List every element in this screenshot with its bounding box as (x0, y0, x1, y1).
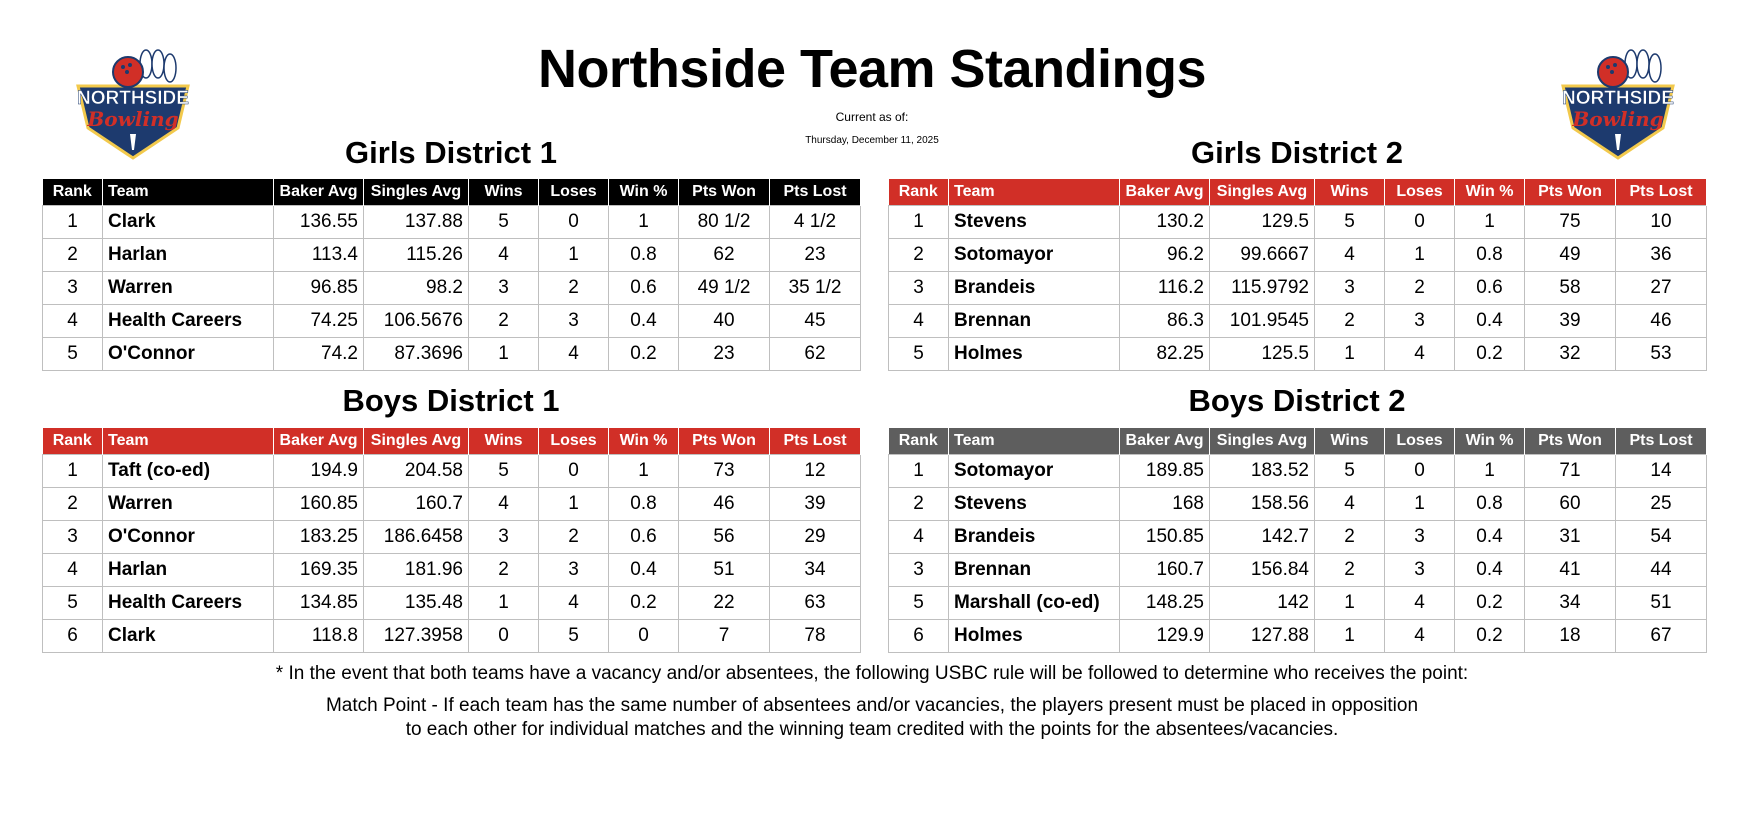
header-pts-won: Pts Won (679, 179, 770, 206)
table-row (889, 305, 1707, 338)
cell-rank: 2 (889, 239, 949, 272)
cell-rank: 4 (889, 305, 949, 338)
cell-loses: 2 (539, 272, 609, 305)
cell-wins: 2 (469, 305, 539, 338)
cell-pts-won: 56 (679, 521, 770, 554)
header-rank: Rank (43, 428, 103, 455)
cell-singles-avg: 115.9792 (1210, 272, 1315, 305)
cell-singles-avg: 142.7 (1210, 521, 1315, 554)
svg-text:Bowling: Bowling (1572, 107, 1664, 131)
cell-baker-avg: 169.35 (274, 554, 364, 587)
cell-rank: 4 (43, 554, 103, 587)
cell-baker-avg: 130.2 (1120, 206, 1210, 239)
header-team: Team (949, 428, 1120, 455)
cell-singles-avg: 156.84 (1210, 554, 1315, 587)
cell-baker-avg: 194.9 (274, 455, 364, 488)
boys-district-2-title: Boys District 2 (1188, 383, 1406, 418)
cell-pts-lost: 78 (770, 620, 861, 653)
header-loses: Loses (1385, 428, 1455, 455)
header-singles-avg: Singles Avg (1210, 428, 1315, 455)
header-wins: Wins (469, 428, 539, 455)
table-row (889, 338, 1707, 371)
cell-baker-avg: 150.85 (1120, 521, 1210, 554)
cell-pts-won: 39 (1525, 305, 1616, 338)
cell-team: Health Careers (103, 305, 274, 338)
boys-district-2-table (888, 428, 1707, 653)
cell-singles-avg: 181.96 (364, 554, 469, 587)
cell-pts-won: 73 (679, 455, 770, 488)
footnote-match-point (0, 694, 1744, 742)
cell-singles-avg: 135.48 (364, 587, 469, 620)
cell-wins: 5 (469, 206, 539, 239)
cell-rank: 3 (889, 554, 949, 587)
cell-wins: 1 (1315, 587, 1385, 620)
cell-pts-lost: 63 (770, 587, 861, 620)
cell-win-pct: 0.8 (609, 488, 679, 521)
cell-team: Clark (103, 620, 274, 653)
cell-team: O'Connor (103, 521, 274, 554)
cell-loses: 1 (1385, 488, 1455, 521)
cell-pts-lost: 4 1/2 (770, 206, 861, 239)
cell-baker-avg: 183.25 (274, 521, 364, 554)
table-row (43, 338, 861, 371)
cell-win-pct: 0.8 (1455, 239, 1525, 272)
cell-win-pct: 0.8 (1455, 488, 1525, 521)
table-row (889, 521, 1707, 554)
cell-loses: 1 (539, 239, 609, 272)
table-row (43, 488, 861, 521)
cell-pts-won: 7 (679, 620, 770, 653)
cell-rank: 5 (889, 338, 949, 371)
table-row (43, 620, 861, 653)
cell-rank: 1 (43, 455, 103, 488)
cell-singles-avg: 106.5676 (364, 305, 469, 338)
cell-win-pct: 0.4 (1455, 521, 1525, 554)
cell-wins: 4 (469, 239, 539, 272)
cell-wins: 1 (469, 587, 539, 620)
cell-singles-avg: 127.3958 (364, 620, 469, 653)
cell-loses: 4 (539, 587, 609, 620)
table-row (43, 305, 861, 338)
cell-win-pct: 1 (609, 206, 679, 239)
cell-loses: 3 (1385, 521, 1455, 554)
cell-win-pct: 0.2 (1455, 620, 1525, 653)
cell-baker-avg: 96.85 (274, 272, 364, 305)
cell-pts-won: 75 (1525, 206, 1616, 239)
cell-baker-avg: 96.2 (1120, 239, 1210, 272)
cell-singles-avg: 183.52 (1210, 455, 1315, 488)
cell-win-pct: 0.6 (1455, 272, 1525, 305)
cell-rank: 6 (889, 620, 949, 653)
header-baker-avg: Baker Avg (274, 179, 364, 206)
cell-team: O'Connor (103, 338, 274, 371)
footnote-usbc-rule: * In the event that both teams have a vacancy and/or absentees, the following USBC rule will be followed to determine who receives the point: (275, 663, 1469, 684)
cell-pts-lost: 10 (1616, 206, 1707, 239)
cell-pts-won: 40 (679, 305, 770, 338)
cell-wins: 4 (469, 488, 539, 521)
cell-team: Sotomayor (949, 239, 1120, 272)
cell-wins: 4 (1315, 239, 1385, 272)
header-team: Team (949, 179, 1120, 206)
cell-loses: 0 (1385, 206, 1455, 239)
cell-team: Taft (co-ed) (103, 455, 274, 488)
cell-wins: 3 (469, 521, 539, 554)
header-win-pct: Win % (1455, 179, 1525, 206)
cell-loses: 2 (539, 521, 609, 554)
cell-rank: 6 (43, 620, 103, 653)
cell-pts-lost: 51 (1616, 587, 1707, 620)
cell-pts-won: 46 (679, 488, 770, 521)
cell-wins: 3 (1315, 272, 1385, 305)
cell-win-pct: 0.6 (609, 272, 679, 305)
cell-singles-avg: 137.88 (364, 206, 469, 239)
header-rank: Rank (889, 179, 949, 206)
cell-pts-lost: 54 (1616, 521, 1707, 554)
header-pts-won: Pts Won (1525, 179, 1616, 206)
header-win-pct: Win % (609, 179, 679, 206)
cell-rank: 3 (889, 272, 949, 305)
cell-win-pct: 1 (1455, 455, 1525, 488)
cell-rank: 2 (43, 239, 103, 272)
cell-rank: 2 (43, 488, 103, 521)
cell-baker-avg: 189.85 (1120, 455, 1210, 488)
cell-loses: 0 (539, 206, 609, 239)
cell-win-pct: 0 (609, 620, 679, 653)
cell-singles-avg: 129.5 (1210, 206, 1315, 239)
cell-wins: 5 (1315, 455, 1385, 488)
cell-singles-avg: 99.6667 (1210, 239, 1315, 272)
header-wins: Wins (1315, 428, 1385, 455)
table-row (43, 272, 861, 305)
table-row (889, 239, 1707, 272)
header-loses: Loses (1385, 179, 1455, 206)
svg-text:NORTHSIDE: NORTHSIDE (77, 88, 189, 109)
table-row (889, 620, 1707, 653)
cell-pts-won: 31 (1525, 521, 1616, 554)
cell-team: Harlan (103, 239, 274, 272)
girls-district-1-title: Girls District 1 (345, 135, 557, 170)
table-row (43, 554, 861, 587)
cell-rank: 4 (43, 305, 103, 338)
table-row (889, 455, 1707, 488)
header-rank: Rank (43, 179, 103, 206)
cell-loses: 5 (539, 620, 609, 653)
boys-district-1-title: Boys District 1 (342, 383, 560, 418)
cell-wins: 5 (469, 455, 539, 488)
cell-singles-avg: 158.56 (1210, 488, 1315, 521)
cell-team: Stevens (949, 206, 1120, 239)
cell-singles-avg: 101.9545 (1210, 305, 1315, 338)
cell-pts-won: 60 (1525, 488, 1616, 521)
cell-loses: 3 (539, 554, 609, 587)
cell-baker-avg: 168 (1120, 488, 1210, 521)
cell-wins: 4 (1315, 488, 1385, 521)
cell-win-pct: 0.2 (609, 338, 679, 371)
header-baker-avg: Baker Avg (1120, 179, 1210, 206)
table-row (43, 239, 861, 272)
cell-singles-avg: 127.88 (1210, 620, 1315, 653)
cell-pts-lost: 14 (1616, 455, 1707, 488)
svg-text:NORTHSIDE: NORTHSIDE (1562, 88, 1674, 109)
header-wins: Wins (469, 179, 539, 206)
cell-wins: 5 (1315, 206, 1385, 239)
header-singles-avg: Singles Avg (364, 179, 469, 206)
cell-pts-lost: 36 (1616, 239, 1707, 272)
girls-district-2-table (888, 179, 1707, 371)
table-header-row (43, 428, 861, 455)
cell-pts-lost: 34 (770, 554, 861, 587)
cell-baker-avg: 82.25 (1120, 338, 1210, 371)
header-baker-avg: Baker Avg (1120, 428, 1210, 455)
cell-rank: 2 (889, 488, 949, 521)
cell-pts-won: 32 (1525, 338, 1616, 371)
cell-baker-avg: 86.3 (1120, 305, 1210, 338)
header-singles-avg: Singles Avg (1210, 179, 1315, 206)
cell-team: Brennan (949, 554, 1120, 587)
cell-rank: 1 (43, 206, 103, 239)
header-team: Team (103, 428, 274, 455)
table-row (889, 206, 1707, 239)
cell-baker-avg: 113.4 (274, 239, 364, 272)
cell-pts-won: 71 (1525, 455, 1616, 488)
girls-district-2-title: Girls District 2 (1191, 135, 1403, 170)
cell-win-pct: 0.2 (1455, 587, 1525, 620)
cell-pts-won: 62 (679, 239, 770, 272)
cell-team: Brandeis (949, 521, 1120, 554)
cell-pts-lost: 27 (1616, 272, 1707, 305)
table-header-row (889, 179, 1707, 206)
cell-team: Warren (103, 488, 274, 521)
cell-win-pct: 0.8 (609, 239, 679, 272)
cell-pts-lost: 23 (770, 239, 861, 272)
cell-wins: 2 (1315, 305, 1385, 338)
cell-baker-avg: 129.9 (1120, 620, 1210, 653)
cell-baker-avg: 160.7 (1120, 554, 1210, 587)
cell-win-pct: 0.4 (1455, 305, 1525, 338)
cell-win-pct: 0.4 (609, 305, 679, 338)
footnote-match-point-line2: to each other for individual matches and the winning team credited with the points for the absentees/vacancies. (405, 719, 1339, 740)
table-header-row (43, 179, 861, 206)
cell-pts-lost: 25 (1616, 488, 1707, 521)
cell-singles-avg: 142 (1210, 587, 1315, 620)
header-win-pct: Win % (609, 428, 679, 455)
header-loses: Loses (539, 428, 609, 455)
cell-rank: 5 (43, 587, 103, 620)
footnote-match-point-line1: Match Point - If each team has the same number of absentees and/or vacancies, the players present must be placed in opposition (325, 695, 1419, 716)
cell-win-pct: 0.2 (1455, 338, 1525, 371)
cell-loses: 3 (539, 305, 609, 338)
cell-pts-won: 34 (1525, 587, 1616, 620)
cell-pts-won: 23 (679, 338, 770, 371)
header-singles-avg: Singles Avg (364, 428, 469, 455)
cell-loses: 2 (1385, 272, 1455, 305)
cell-pts-won: 49 1/2 (679, 272, 770, 305)
cell-team: Holmes (949, 338, 1120, 371)
cell-pts-won: 49 (1525, 239, 1616, 272)
cell-wins: 0 (469, 620, 539, 653)
cell-singles-avg: 87.3696 (364, 338, 469, 371)
cell-baker-avg: 74.25 (274, 305, 364, 338)
cell-team: Harlan (103, 554, 274, 587)
girls-district-1-table (42, 179, 861, 371)
header-pts-lost: Pts Lost (1616, 428, 1707, 455)
header-pts-won: Pts Won (679, 428, 770, 455)
cell-loses: 4 (1385, 338, 1455, 371)
cell-pts-lost: 12 (770, 455, 861, 488)
cell-loses: 3 (1385, 305, 1455, 338)
current-date: Thursday, December 11, 2025 (805, 135, 939, 146)
cell-singles-avg: 204.58 (364, 455, 469, 488)
header-team: Team (103, 179, 274, 206)
cell-loses: 3 (1385, 554, 1455, 587)
header-win-pct: Win % (1455, 428, 1525, 455)
cell-win-pct: 1 (609, 455, 679, 488)
cell-baker-avg: 136.55 (274, 206, 364, 239)
cell-pts-won: 41 (1525, 554, 1616, 587)
cell-rank: 5 (43, 338, 103, 371)
cell-rank: 4 (889, 521, 949, 554)
cell-pts-won: 22 (679, 587, 770, 620)
cell-pts-lost: 39 (770, 488, 861, 521)
cell-pts-won: 58 (1525, 272, 1616, 305)
header-pts-won: Pts Won (1525, 428, 1616, 455)
cell-team: Warren (103, 272, 274, 305)
cell-wins: 1 (1315, 338, 1385, 371)
cell-baker-avg: 148.25 (1120, 587, 1210, 620)
cell-team: Brennan (949, 305, 1120, 338)
current-as-of-label: Current as of: (835, 110, 909, 124)
cell-baker-avg: 160.85 (274, 488, 364, 521)
cell-baker-avg: 118.8 (274, 620, 364, 653)
cell-rank: 1 (889, 455, 949, 488)
cell-wins: 1 (469, 338, 539, 371)
cell-wins: 2 (1315, 521, 1385, 554)
table-row (43, 587, 861, 620)
boys-district-1-table (42, 428, 861, 653)
cell-wins: 2 (1315, 554, 1385, 587)
header-baker-avg: Baker Avg (274, 428, 364, 455)
table-row (889, 272, 1707, 305)
header-pts-lost: Pts Lost (770, 179, 861, 206)
cell-wins: 1 (1315, 620, 1385, 653)
cell-wins: 3 (469, 272, 539, 305)
cell-rank: 1 (889, 206, 949, 239)
cell-pts-won: 51 (679, 554, 770, 587)
cell-team: Brandeis (949, 272, 1120, 305)
table-row (889, 554, 1707, 587)
cell-baker-avg: 134.85 (274, 587, 364, 620)
cell-loses: 0 (1385, 455, 1455, 488)
table-header-row (889, 428, 1707, 455)
header-wins: Wins (1315, 179, 1385, 206)
cell-team: Clark (103, 206, 274, 239)
cell-singles-avg: 160.7 (364, 488, 469, 521)
cell-pts-lost: 44 (1616, 554, 1707, 587)
cell-win-pct: 0.4 (1455, 554, 1525, 587)
header-loses: Loses (539, 179, 609, 206)
cell-singles-avg: 125.5 (1210, 338, 1315, 371)
cell-pts-lost: 46 (1616, 305, 1707, 338)
header-pts-lost: Pts Lost (1616, 179, 1707, 206)
cell-loses: 0 (539, 455, 609, 488)
cell-team: Health Careers (103, 587, 274, 620)
table-row (43, 521, 861, 554)
cell-team: Stevens (949, 488, 1120, 521)
cell-baker-avg: 74.2 (274, 338, 364, 371)
cell-loses: 4 (1385, 620, 1455, 653)
cell-singles-avg: 186.6458 (364, 521, 469, 554)
page-title: Northside Team Standings (537, 39, 1207, 99)
table-row (43, 455, 861, 488)
cell-rank: 3 (43, 521, 103, 554)
cell-singles-avg: 115.26 (364, 239, 469, 272)
cell-pts-lost: 29 (770, 521, 861, 554)
cell-team: Sotomayor (949, 455, 1120, 488)
cell-team: Marshall (co-ed) (949, 587, 1120, 620)
cell-loses: 4 (1385, 587, 1455, 620)
cell-pts-lost: 53 (1616, 338, 1707, 371)
table-row (889, 488, 1707, 521)
cell-pts-lost: 67 (1616, 620, 1707, 653)
cell-win-pct: 0.2 (609, 587, 679, 620)
cell-wins: 2 (469, 554, 539, 587)
cell-rank: 5 (889, 587, 949, 620)
cell-win-pct: 1 (1455, 206, 1525, 239)
cell-loses: 4 (539, 338, 609, 371)
cell-pts-won: 80 1/2 (679, 206, 770, 239)
svg-text:Bowling: Bowling (87, 107, 179, 131)
table-row (889, 587, 1707, 620)
cell-loses: 1 (539, 488, 609, 521)
cell-team: Holmes (949, 620, 1120, 653)
table-row (43, 206, 861, 239)
header-pts-lost: Pts Lost (770, 428, 861, 455)
cell-win-pct: 0.4 (609, 554, 679, 587)
cell-singles-avg: 98.2 (364, 272, 469, 305)
cell-pts-lost: 35 1/2 (770, 272, 861, 305)
cell-win-pct: 0.6 (609, 521, 679, 554)
header-rank: Rank (889, 428, 949, 455)
cell-loses: 1 (1385, 239, 1455, 272)
cell-baker-avg: 116.2 (1120, 272, 1210, 305)
cell-pts-lost: 45 (770, 305, 861, 338)
cell-pts-lost: 62 (770, 338, 861, 371)
cell-pts-won: 18 (1525, 620, 1616, 653)
cell-rank: 3 (43, 272, 103, 305)
